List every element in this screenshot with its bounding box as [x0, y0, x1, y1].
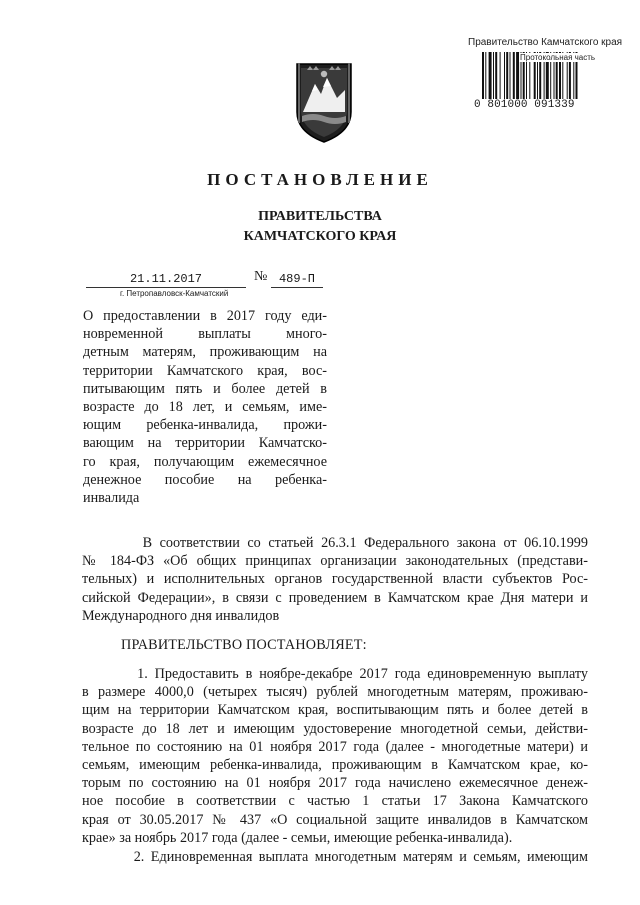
document-number: 489-П [271, 272, 323, 288]
text-line: сийской Федерации», в связи с проведением в Камчатском крае Дня матери и [82, 589, 588, 606]
number-sign: № [254, 269, 268, 284]
text-line: вающим на территории Камчатско- [83, 435, 327, 452]
document-subject [83, 307, 327, 507]
issuing-authority-line-1: ПРАВИТЕЛЬСТВА [258, 209, 382, 224]
resolve-heading: ПРАВИТЕЛЬСТВО ПОСТАНОВЛЯЕТ: [121, 637, 367, 653]
text-line: детным матерям, проживающим на [83, 344, 327, 361]
document-date: 21.11.2017 [86, 272, 246, 288]
kamchatka-coat-of-arms-icon [293, 60, 355, 144]
text-line: новременной выплаты много- [83, 326, 327, 343]
item-1-paragraph [82, 665, 588, 847]
text-line: Международного дня инвалидов [82, 607, 280, 624]
registry-stamp-part: Протокольная часть [520, 53, 596, 62]
text-line: ное пособие в соответствии с частью 1 статьи 17 Закона Камчатского [82, 793, 588, 810]
issuing-authority-line-2: КАМЧАТСКОГО КРАЯ [243, 229, 397, 244]
text-line: края от 30.05.2017 № 437 «О социальной защите инвалидов в Камчатском [82, 811, 588, 828]
document-title: ПОСТАНОВЛЕНИЕ [207, 170, 433, 189]
text-line: го края, получающим ежемесячное [83, 453, 327, 470]
issuing-authority [0, 207, 640, 247]
text-line: торым по состоянию на 01 ноября 2017 года начислено ежемесячное денеж- [82, 775, 588, 792]
text-line: крае» за ноябрь 2017 года (далее - семьи, имеющие ребенка-инвалида). [82, 829, 513, 846]
registry-stamp-org: Правительство Камчатского края [468, 37, 623, 48]
preamble-paragraph [82, 534, 588, 625]
document-city: г. Петропавловск-Камчатский [120, 289, 229, 298]
text-line: территории Камчатского края, вос- [83, 362, 327, 379]
text-line: семьям, имеющим ребенка-инвалида, проживающим в Камчатском крае, ко- [82, 757, 588, 774]
text-line: № 184-ФЗ «Об общих принципах организации законодательных (представи- [82, 553, 588, 570]
text-line: денежное пособие на ребенка- [83, 471, 327, 488]
text-line: В соответствии со статьей 26.3.1 Федерального закона от 06.10.1999 [82, 535, 588, 551]
text-line: О предоставлении в 2017 году еди- [83, 308, 327, 324]
text-line: в размере 4000,0 (четырех тысяч) рублей многодетным матерям, проживаю- [82, 684, 588, 701]
text-line: тельное по состоянию на 01 ноября 2017 года (далее - многодетные матери) и [82, 738, 588, 755]
text-line: 1. Предоставить в ноябре-декабре 2017 года единовременную выплату [82, 666, 588, 682]
text-line: возрасте до 18 лет и имеющим удостоверение многодетной семьи, действи- [82, 720, 588, 737]
text-line: возрасте до 18 лет, и семьям, име- [83, 399, 327, 416]
text-line: 2. Единовременная выплата многодетным матерям и семьям, имеющим [82, 849, 588, 865]
text-line: щим на территории Камчатском края, воспитывающим пять и более детей в [82, 702, 588, 719]
text-line: инвалида [83, 490, 140, 507]
text-line: питывающим пять и более детей в [83, 380, 327, 397]
text-line: ющим ребенка-инвалида, прожи- [83, 417, 327, 434]
barcode-number: 0 801000 091339 [474, 99, 575, 111]
item-2-paragraph [82, 848, 588, 866]
text-line: тельных) и исполнительных органов государственной власти субъектов Рос- [82, 571, 588, 588]
